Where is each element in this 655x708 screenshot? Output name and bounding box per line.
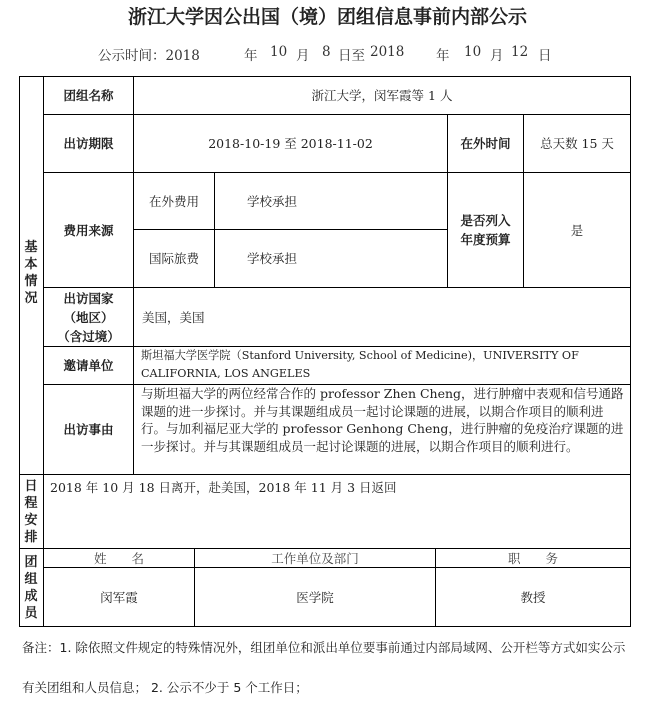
page-title: 浙江大学因公出国（境）团组信息事前内部公示	[127, 6, 527, 28]
abroad-time-value: 总天数 15 天	[540, 136, 614, 151]
travel-cost-label: 国际旅费	[148, 251, 199, 266]
inviter-value: 斯坦福大学医学院（Stanford University, School of Medicine)，UNIVERSITY OF CALIFORNIA, LOS ANGELES	[141, 349, 579, 380]
abroad-cost-value: 学校承担	[247, 193, 298, 209]
purpose-label: 出访事由	[63, 422, 114, 437]
group-name-label: 团组名称	[63, 88, 114, 103]
annual-budget-label: 是否列入年度预算	[460, 213, 511, 247]
period-day-2: 12	[511, 44, 529, 60]
inviter-label: 邀请单位	[63, 358, 114, 373]
abroad-cost-label: 在外费用	[148, 193, 199, 209]
travel-period-value: 2018-10-19 至 2018-11-02	[208, 136, 373, 151]
section-schedule: 日程安排	[24, 479, 38, 545]
period-label: 公示时间：2018	[98, 48, 200, 64]
section-basic-info: 基本情况	[24, 240, 38, 306]
members-header-dept: 工作单位及部门	[271, 550, 359, 566]
section-members: 团组成员	[24, 555, 38, 621]
period-month-2: 10	[464, 44, 482, 60]
period-day-to: 日至	[338, 48, 365, 64]
group-name-value: 浙江大学，闵军霞等 1 人	[311, 88, 453, 103]
country-label-line-1: 出访国家	[63, 290, 114, 306]
schedule-value: 2018 年 10 月 18 日离开，赴美国，2018 年 11 月 3 日返回	[50, 480, 397, 495]
member-title: 教授	[520, 589, 546, 605]
travel-period-label: 出访期限	[63, 136, 114, 151]
period-month-unit-2: 月	[490, 48, 504, 64]
funding-source-label: 费用来源	[63, 222, 114, 238]
purpose-value: 与斯坦福大学的两位经常合作的 professor Zhen Cheng，进行肿瘤中表观和信号通路课题的进一步探讨。并与其课题组成员一起讨论课题的进展，以期合作项目的顺利进行。与加利福尼亚大学的 professor Genhong Cheng，进行肿瘤的免疫治疗课题的进一步探讨。并与其课题组成员一起讨论课题的进展，以期合作项目的顺利进行。	[141, 386, 624, 454]
footnote: 备注：1. 除依照文件规定的特殊情况外，组团单位和派出单位要事前通过内部局域网、公开栏等方式如实公示有关团组和人员信息； 2. 公示不少于 5 个工作日；	[22, 640, 626, 695]
period-day-1: 8	[322, 44, 331, 60]
member-dept: 医学院	[296, 589, 334, 605]
period-year-2: 2018	[370, 44, 405, 60]
period-day-unit-2: 日	[538, 48, 552, 64]
country-label	[44, 288, 133, 346]
country-label-line-2: （地区）	[63, 309, 114, 325]
abroad-time-label: 在外时间	[460, 136, 511, 151]
annual-budget-value: 是	[570, 222, 584, 238]
members-header-name: 姓 名	[93, 550, 144, 566]
members-header-title: 职 务	[507, 550, 558, 566]
member-name: 闵军霞	[100, 589, 138, 605]
period-year-unit-1: 年	[244, 48, 258, 64]
period-month-1: 10	[270, 44, 288, 60]
country-label-line-3: （含过境）	[57, 328, 120, 344]
country-value: 美国，美国	[142, 309, 205, 325]
period-month-unit-1: 月	[296, 48, 310, 64]
period-year-unit-2: 年	[436, 48, 450, 64]
travel-cost-value: 学校承担	[247, 251, 298, 266]
